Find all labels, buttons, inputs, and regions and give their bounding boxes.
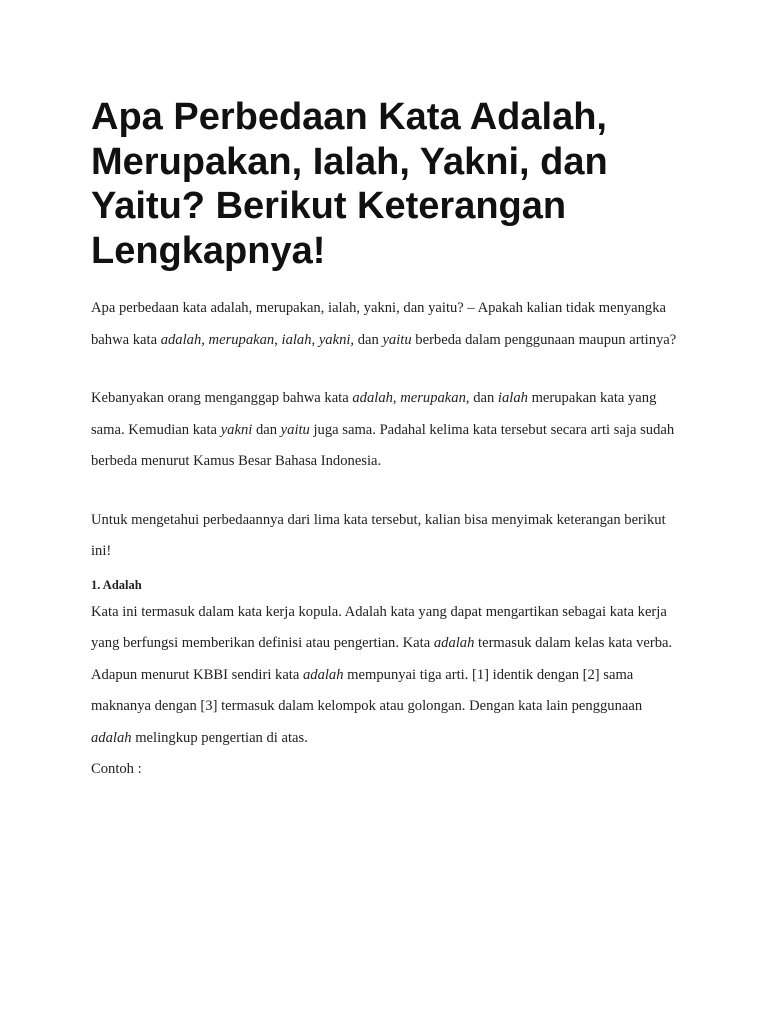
italic-term: adalah [352, 390, 393, 406]
text-segment: merupakan kata yang sama. Kemudian kata [91, 390, 657, 438]
text-segment: , [311, 331, 319, 348]
article-title: Apa Perbedaan Kata Adalah, Merupakan, Ialah, Yakni, dan Yaitu? Berikut Keterangan Lengkapnya! [91, 96, 608, 272]
text-segment: berbeda dalam penggunaan maupun artinya? [411, 331, 677, 348]
text-segment: melingkup pengertian di atas. [131, 729, 308, 746]
section-paragraph-1 [91, 597, 681, 660]
text-segment: Adapun menurut KBBI sendiri kata [91, 666, 303, 683]
italic-term: adalah [160, 331, 202, 348]
italic-term: yaitu [382, 331, 412, 348]
text-segment: dan [252, 421, 281, 438]
text-segment: Apa perbedaan kata adalah, merupakan, ialah, yakni, dan yaitu? – Apakah kalian tidak menyangka bahwa kata [91, 300, 667, 348]
intro-paragraph-1 [91, 293, 681, 356]
italic-term: yakni [318, 331, 351, 348]
italic-term: yakni [220, 421, 253, 438]
intro-paragraph-3 [91, 505, 681, 568]
text-segment: Untuk mengetahui perbedaannya dari lima kata tersebut, kalian bisa menyimak keterangan berikut ini! [91, 511, 666, 559]
italic-term: adalah [433, 635, 475, 651]
intro-paragraphs [91, 293, 681, 568]
text-segment: Contoh : [91, 761, 142, 777]
italic-term: adalah [302, 666, 344, 683]
intro-paragraph-2 [91, 383, 681, 478]
italic-term: yaitu [280, 421, 310, 438]
text-segment: juga sama. Padahal kelima kata tersebut secara arti saja sudah berbeda menurut Kamus Besar Bahasa Indonesia. [91, 421, 675, 469]
text-segment: mempunyai tiga arti. [1] identik dengan [2] sama maknanya dengan [3] termasuk dalam kelompok atau golongan. Dengan kata lain penggunaan [91, 666, 643, 714]
text-segment: Kata ini termasuk dalam kata kerja kopula. Adalah kata yang dapat mengartikan sebagai kata kerja yang berfungsi memberikan definisi atau pengertian. Kata [91, 603, 667, 651]
italic-term: ialah [497, 390, 528, 406]
section-heading: 1. Adalah [91, 577, 142, 592]
article [91, 95, 681, 786]
italic-term: ialah [281, 331, 312, 348]
section-adalah [91, 575, 681, 786]
text-segment: , [201, 331, 209, 348]
italic-term: merupakan [208, 331, 275, 348]
italic-term: adalah [91, 729, 132, 746]
text-segment: termasuk dalam kelas kata verba. [474, 635, 673, 651]
italic-term: merupakan [400, 390, 466, 406]
text-segment: , [392, 390, 401, 406]
text-segment: , dan [465, 390, 498, 406]
example-label [91, 754, 681, 786]
text-segment: , dan [350, 331, 383, 348]
section-paragraph-2 [91, 660, 681, 755]
text-segment: Kebanyakan orang menganggap bahwa kata [91, 390, 353, 406]
text-segment: , [274, 331, 282, 348]
